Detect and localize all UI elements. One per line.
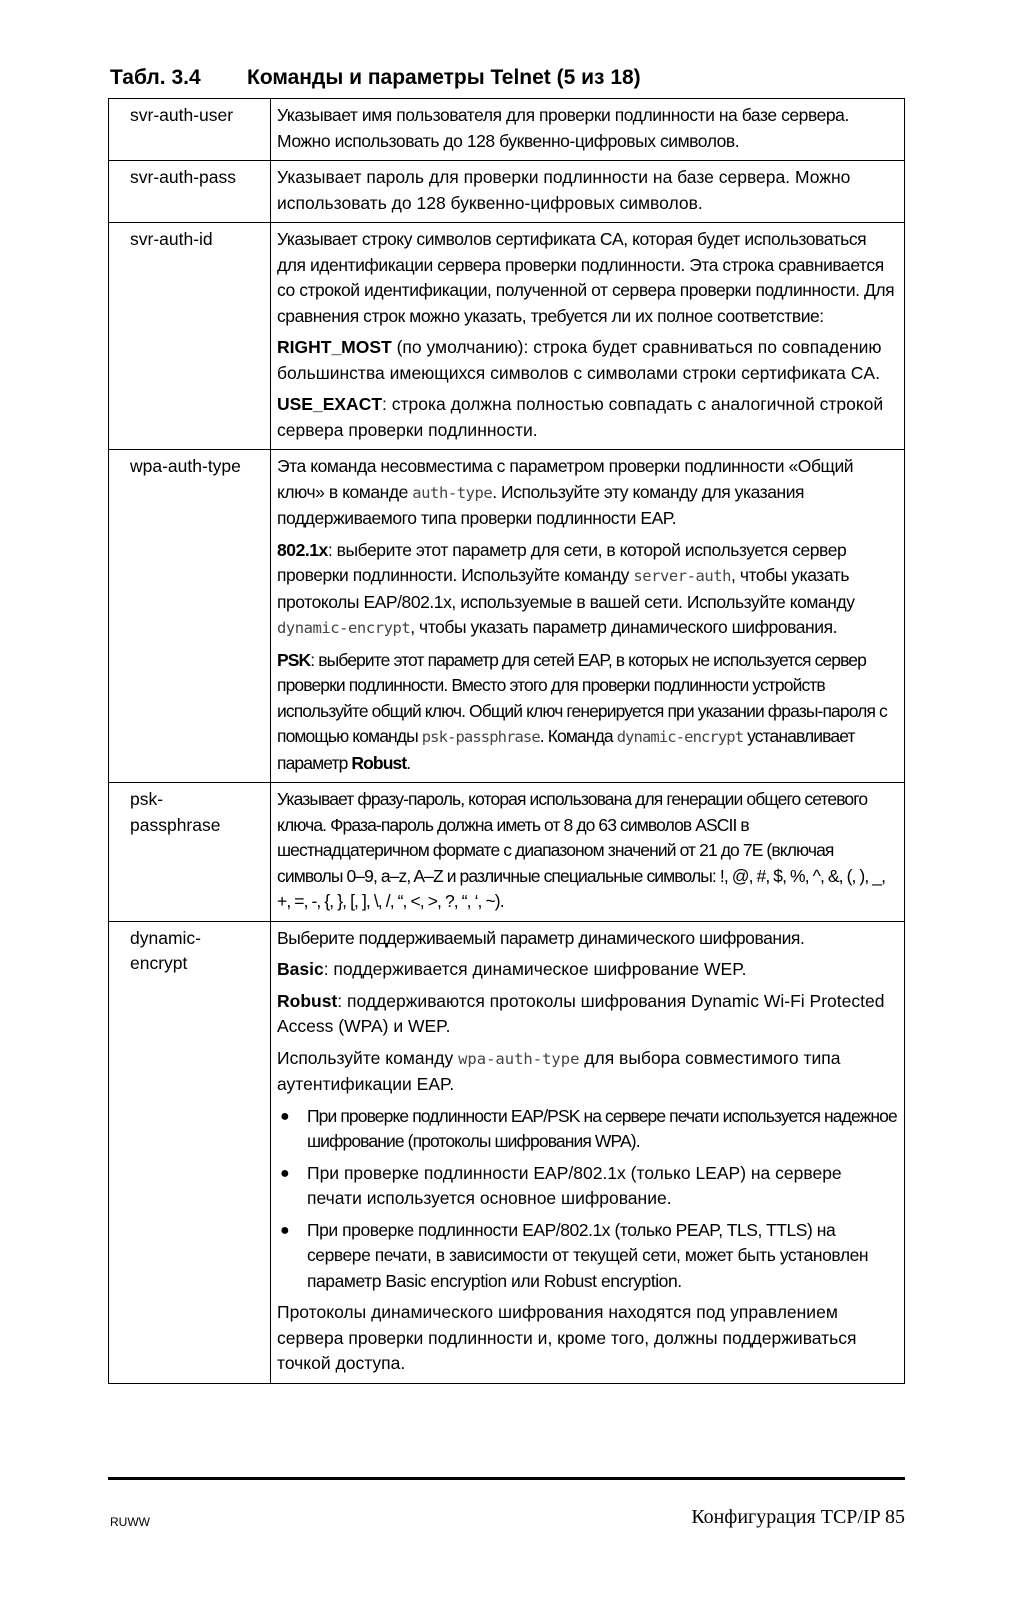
table-caption: Команды и параметры Telnet (5 из 18) (247, 66, 641, 89)
table-row (109, 921, 905, 1383)
command-name: svr-auth-user (109, 99, 271, 161)
description-text: Указывает фразу-пароль, которая использована для генерации общего сетевого ключа. Фраза-пароль должна иметь от 8 до 63 символов ASCII в шестнадцатеричном формате с диапазоном значений от 21 до 7E (включая символы 0–9, a–z, A–Z и различные специальные символы: !, @, #, $, %, ^, &, (, ), _, +, =, -, {, }, [, ], \, /, “, <, >, ?, “, ‘, ~). (277, 789, 886, 911)
description-text: Указывает имя пользователя для проверки подлинности на базе сервера. Можно использовать до 128 буквенно-цифровых символов. (277, 105, 849, 151)
footer-locale: RUWW (110, 1515, 150, 1529)
option-use-exact: USE_EXACT: строка должна полностью совпадать с аналогичной строкой сервера проверки подлинности. (277, 394, 884, 440)
command-description (271, 783, 905, 922)
command-name: wpa-auth-type (109, 450, 271, 783)
description-text: Указывает строку символов сертификата CA, которая будет использоваться для идентификации сервера проверки подлинности. Эта строка сравнивается со строкой идентификации, полученной от сервера проверки подлинности. Для сравнения строк можно указать, требуется ли их полное соответствие: (277, 229, 895, 326)
bullet-icon: ● (280, 1107, 289, 1125)
table-row (109, 161, 905, 223)
list-item: ● При проверке подлинности EAP/802.1x (только PEAP, TLS, TTLS) на сервере печати, в зависимости от текущей сети, может быть установлен параметр Basic encryption или Robust encryption. (280, 1219, 869, 1291)
telnet-commands-table (108, 98, 905, 1384)
command-name: svr-auth-id (109, 223, 271, 450)
closing-text: Протоколы динамического шифрования находятся под управлением сервера проверки подлинности и, кроме того, должны поддерживаться точкой доступа. (277, 1302, 857, 1373)
bullet-icon: ● (280, 1221, 290, 1239)
bullet-icon: ● (280, 1164, 290, 1182)
command-code: dynamic-encrypt (616, 728, 744, 746)
table-row (109, 99, 905, 161)
footer-page-label: Конфигурация TCP/IP 85 (691, 1506, 905, 1528)
table-row (109, 223, 905, 450)
command-name: svr-auth-pass (109, 161, 271, 223)
option-8021x: 802.1x: выберите этот параметр для сети, в которой используется сервер проверки подлинности. Используйте команду server-auth, чтобы указать протоколы EAP/802.1x, используемые в вашей сети. Используйте команду dynamic-encrypt, чтобы указать параметр динамического шифрования. (277, 539, 855, 637)
command-code: dynamic-encrypt (277, 619, 411, 637)
description-text: Эта команда несовместима с параметром проверки подлинности «Общий ключ» в команде auth-type. Используйте эту команду для указания поддерживаемого типа проверки подлинности EAP. (277, 456, 854, 528)
option-psk: PSK: выберите этот параметр для сетей EAP, в которых не используется сервер проверки подлинности. Вместо этого для проверки подлинности устройств используйте общий ключ. Общий ключ генерируется при указании фразы-пароля с помощью команды psk-passphrase. Команда dynamic-encrypt устанавливает параметр Robust. (277, 649, 887, 773)
table-title (110, 66, 641, 90)
command-description (271, 161, 905, 223)
command-code: server-auth (633, 567, 732, 585)
command-description (271, 99, 905, 161)
description-text: Выберите поддерживаемый параметр динамического шифрования. (277, 927, 805, 948)
command-code: wpa-auth-type (458, 1049, 580, 1068)
description-text: Указывает пароль для проверки подлинности на базе сервера. Можно использовать до 128 буквенно-цифровых символов. (277, 167, 851, 213)
list-item: ● При проверке подлинности EAP/PSK на сервере печати используется надежное шифрование (протоколы шифрования WPA). (280, 1105, 897, 1151)
command-code: psk-passphrase (421, 728, 540, 746)
table-row (109, 450, 905, 783)
table-row (109, 783, 905, 922)
option-right-most: RIGHT_MOST (по умолчанию): строка будет сравниваться по совпадению большинства имеющихся символов с символами строки сертификата CA. (277, 337, 882, 383)
footer-rule (108, 1477, 905, 1480)
option-robust: Robust: поддерживаются протоколы шифрования Dynamic Wi-Fi Protected Access (WPA) и WEP. (277, 990, 885, 1036)
command-description (271, 223, 905, 450)
command-description (271, 450, 905, 783)
table-number: Табл. 3.4 (110, 66, 201, 89)
command-name: dynamic- encrypt (109, 921, 271, 1383)
command-description (271, 921, 905, 1383)
bullet-list (277, 1104, 898, 1295)
command-name: psk- passphrase (109, 783, 271, 922)
command-code: auth-type (412, 483, 493, 502)
option-basic: Basic: поддерживается динамическое шифрование WEP. (277, 959, 747, 979)
usage-note: Используйте команду wpa-auth-type для выбора совместимого типа аутентификации EAP. (277, 1047, 841, 1094)
list-item: ● При проверке подлинности EAP/802.1x (только LEAP) на сервере печати используется основное шифрование. (280, 1162, 842, 1208)
